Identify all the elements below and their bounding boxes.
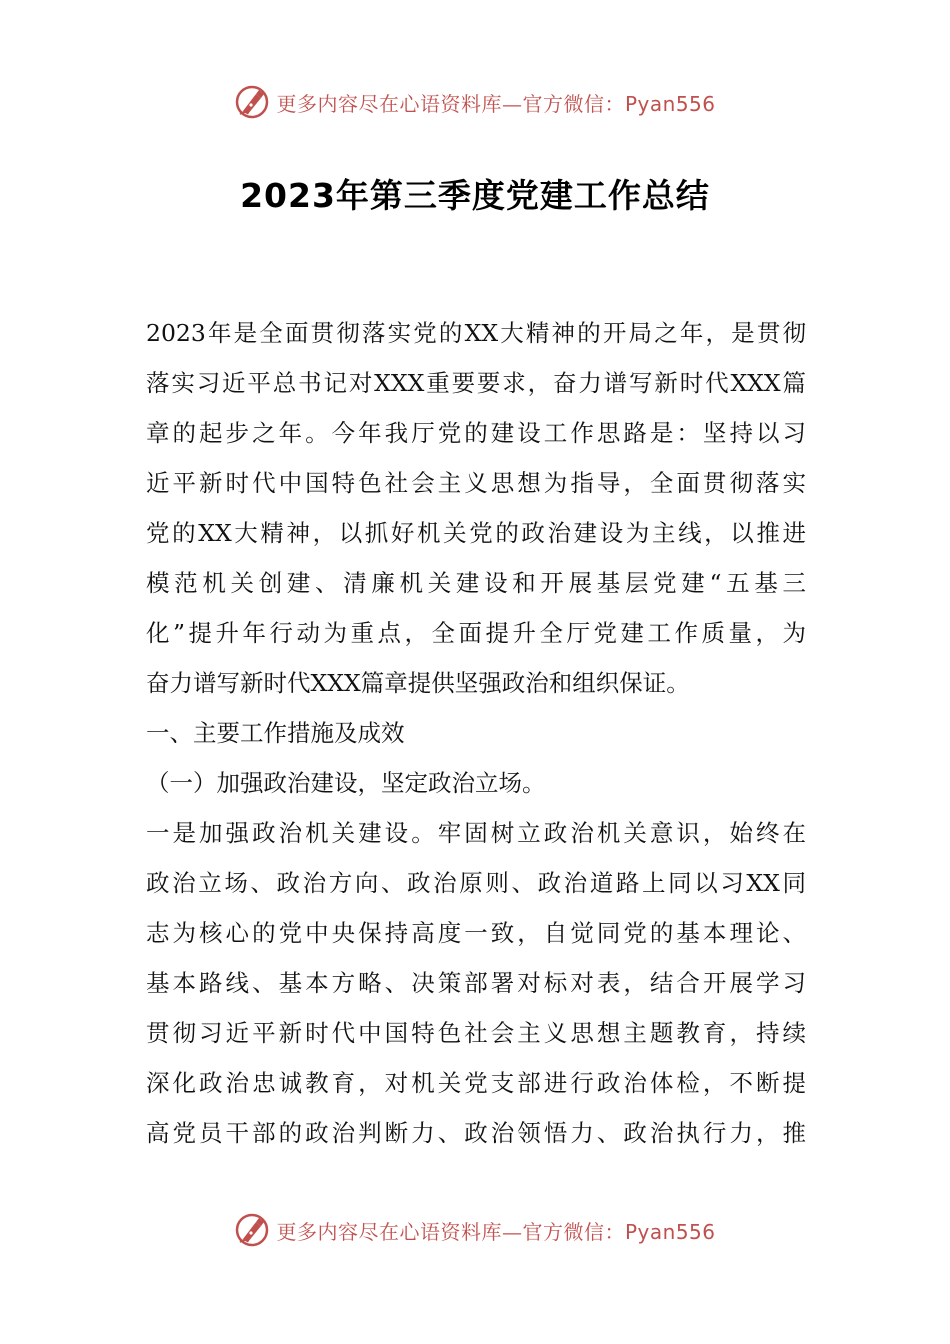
paragraph <box>146 758 806 808</box>
pen-nib-logo-icon <box>234 84 270 120</box>
banner-text: 更多内容尽在心语资料库—官方微信：Pyan556 <box>276 1219 716 1244</box>
text-line: 一、主要工作措施及成效 <box>146 719 405 747</box>
text-line: 近平新时代中国特色社会主义思想为指导，全面贯彻落实 <box>146 469 806 497</box>
text-line: 高党员干部的政治判断力、政治领悟力、政治执行力，推 <box>146 1119 806 1147</box>
text-line: 奋力谱写新时代XXX篇章提供坚强政治和组织保证。 <box>146 669 690 697</box>
paragraph <box>146 308 806 708</box>
wechat-id: Pyan556 <box>624 1219 716 1244</box>
text-line: 化”提升年行动为重点，全面提升全厅党建工作质量，为 <box>146 619 806 647</box>
document-body <box>146 308 806 1158</box>
text-line: 章的起步之年。今年我厅党的建设工作思路是：坚持以习 <box>146 419 806 447</box>
text-line: 深化政治忠诚教育，对机关党支部进行政治体检，不断提 <box>146 1069 806 1097</box>
text-line: 2023年是全面贯彻落实党的XX大精神的开局之年，是贯彻 <box>146 319 806 347</box>
pen-nib-logo-icon <box>234 1212 270 1248</box>
banner-text: 更多内容尽在心语资料库—官方微信：Pyan556 <box>276 91 716 116</box>
text-line: 落实习近平总书记对XXX重要要求，奋力谱写新时代XXX篇 <box>146 369 806 397</box>
document-title: 2023年第三季度党建工作总结 <box>240 176 710 215</box>
paragraph <box>146 808 806 1158</box>
header-banner <box>0 80 950 124</box>
text-line: 政治立场、政治方向、政治原则、政治道路上同以习XX同 <box>146 869 806 897</box>
text-line: 党的XX大精神，以抓好机关党的政治建设为主线，以推进 <box>146 519 806 547</box>
paragraph <box>146 708 806 758</box>
text-line: 模范机关创建、清廉机关建设和开展基层党建“五基三 <box>146 569 806 597</box>
text-line: 一是加强政治机关建设。牢固树立政治机关意识，始终在 <box>146 819 806 847</box>
text-line: （一）加强政治建设，坚定政治立场。 <box>146 769 546 797</box>
wechat-id: Pyan556 <box>624 91 716 116</box>
text-line: 贯彻习近平新时代中国特色社会主义思想主题教育，持续 <box>146 1019 806 1047</box>
text-line: 志为核心的党中央保持高度一致，自觉同党的基本理论、 <box>146 919 806 947</box>
text-line: 基本路线、基本方略、决策部署对标对表，结合开展学习 <box>146 969 806 997</box>
footer-banner <box>0 1208 950 1252</box>
